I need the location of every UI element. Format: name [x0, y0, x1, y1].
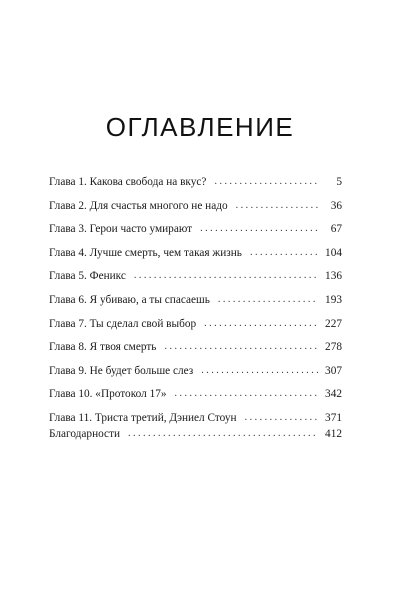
- dot-leader: [236, 200, 318, 211]
- dot-leader: [201, 365, 318, 376]
- toc-entry: [49, 318, 342, 342]
- dot-leader: [204, 318, 318, 329]
- toc-entry-label: Глава 10. «Протокол 17»: [49, 388, 167, 401]
- toc-entry-page: 307: [325, 364, 342, 377]
- dot-leader: [175, 388, 318, 399]
- dot-leader: [218, 294, 318, 305]
- toc-entry-page: 136: [325, 270, 342, 283]
- dot-leader: [128, 428, 318, 439]
- toc-entry: [49, 270, 342, 294]
- toc-entry-label: Глава 8. Я твоя смерть: [49, 341, 157, 354]
- dot-leader: [250, 247, 318, 258]
- toc-entry-label: Глава 11. Триста третий, Дэниел Стоун: [49, 411, 237, 424]
- dot-leader: [200, 223, 318, 234]
- toc-entry-page: 193: [325, 293, 342, 306]
- toc-entry-page: 36: [330, 199, 342, 212]
- toc-entry-label: Глава 1. Какова свобода на вкус?: [49, 176, 207, 188]
- toc-entry-page: 371: [325, 411, 342, 424]
- toc-list: [49, 176, 342, 436]
- dot-leader: [164, 341, 318, 352]
- toc-entry-page: 104: [325, 246, 342, 259]
- toc-entry-label: Глава 5. Феникс: [49, 270, 126, 283]
- toc-entry: [49, 200, 342, 224]
- toc-entry-page: 5: [336, 176, 342, 188]
- toc-entry: [49, 365, 342, 389]
- toc-entry: [49, 176, 342, 200]
- toc-entry-label: Глава 9. Не будет больше слез: [49, 364, 194, 377]
- toc-entry-acknowledgements: [49, 428, 342, 452]
- dot-leader: [134, 270, 318, 281]
- toc-entry: [49, 223, 342, 247]
- toc-entry: [49, 341, 342, 365]
- toc-entry-page: 342: [325, 388, 342, 401]
- toc-entry: [49, 294, 342, 318]
- page-title: ОГЛАВЛЕНИЕ: [105, 112, 295, 142]
- dot-leader: [214, 176, 318, 187]
- toc-entry-page: 227: [325, 317, 342, 330]
- toc-entry-page: 412: [325, 428, 342, 440]
- toc-entry: [49, 247, 342, 271]
- toc-entry-label: Глава 3. Герои часто умирают: [49, 223, 193, 236]
- toc-entry-page: 67: [330, 223, 342, 236]
- toc-entry: [49, 388, 342, 412]
- toc-entry-label: Глава 7. Ты сделал свой выбор: [49, 317, 197, 330]
- toc-entry-label: Глава 2. Для счастья многого не надо: [49, 199, 228, 212]
- dot-leader: [245, 412, 318, 423]
- toc-entry-label: Глава 6. Я убиваю, а ты спасаешь: [49, 293, 210, 306]
- toc-extra-list: [49, 428, 342, 452]
- toc-entry-page: 278: [325, 341, 342, 354]
- toc-entry-label: Благодарности: [49, 428, 121, 440]
- toc-entry-label: Глава 4. Лучше смерть, чем такая жизнь: [49, 246, 242, 259]
